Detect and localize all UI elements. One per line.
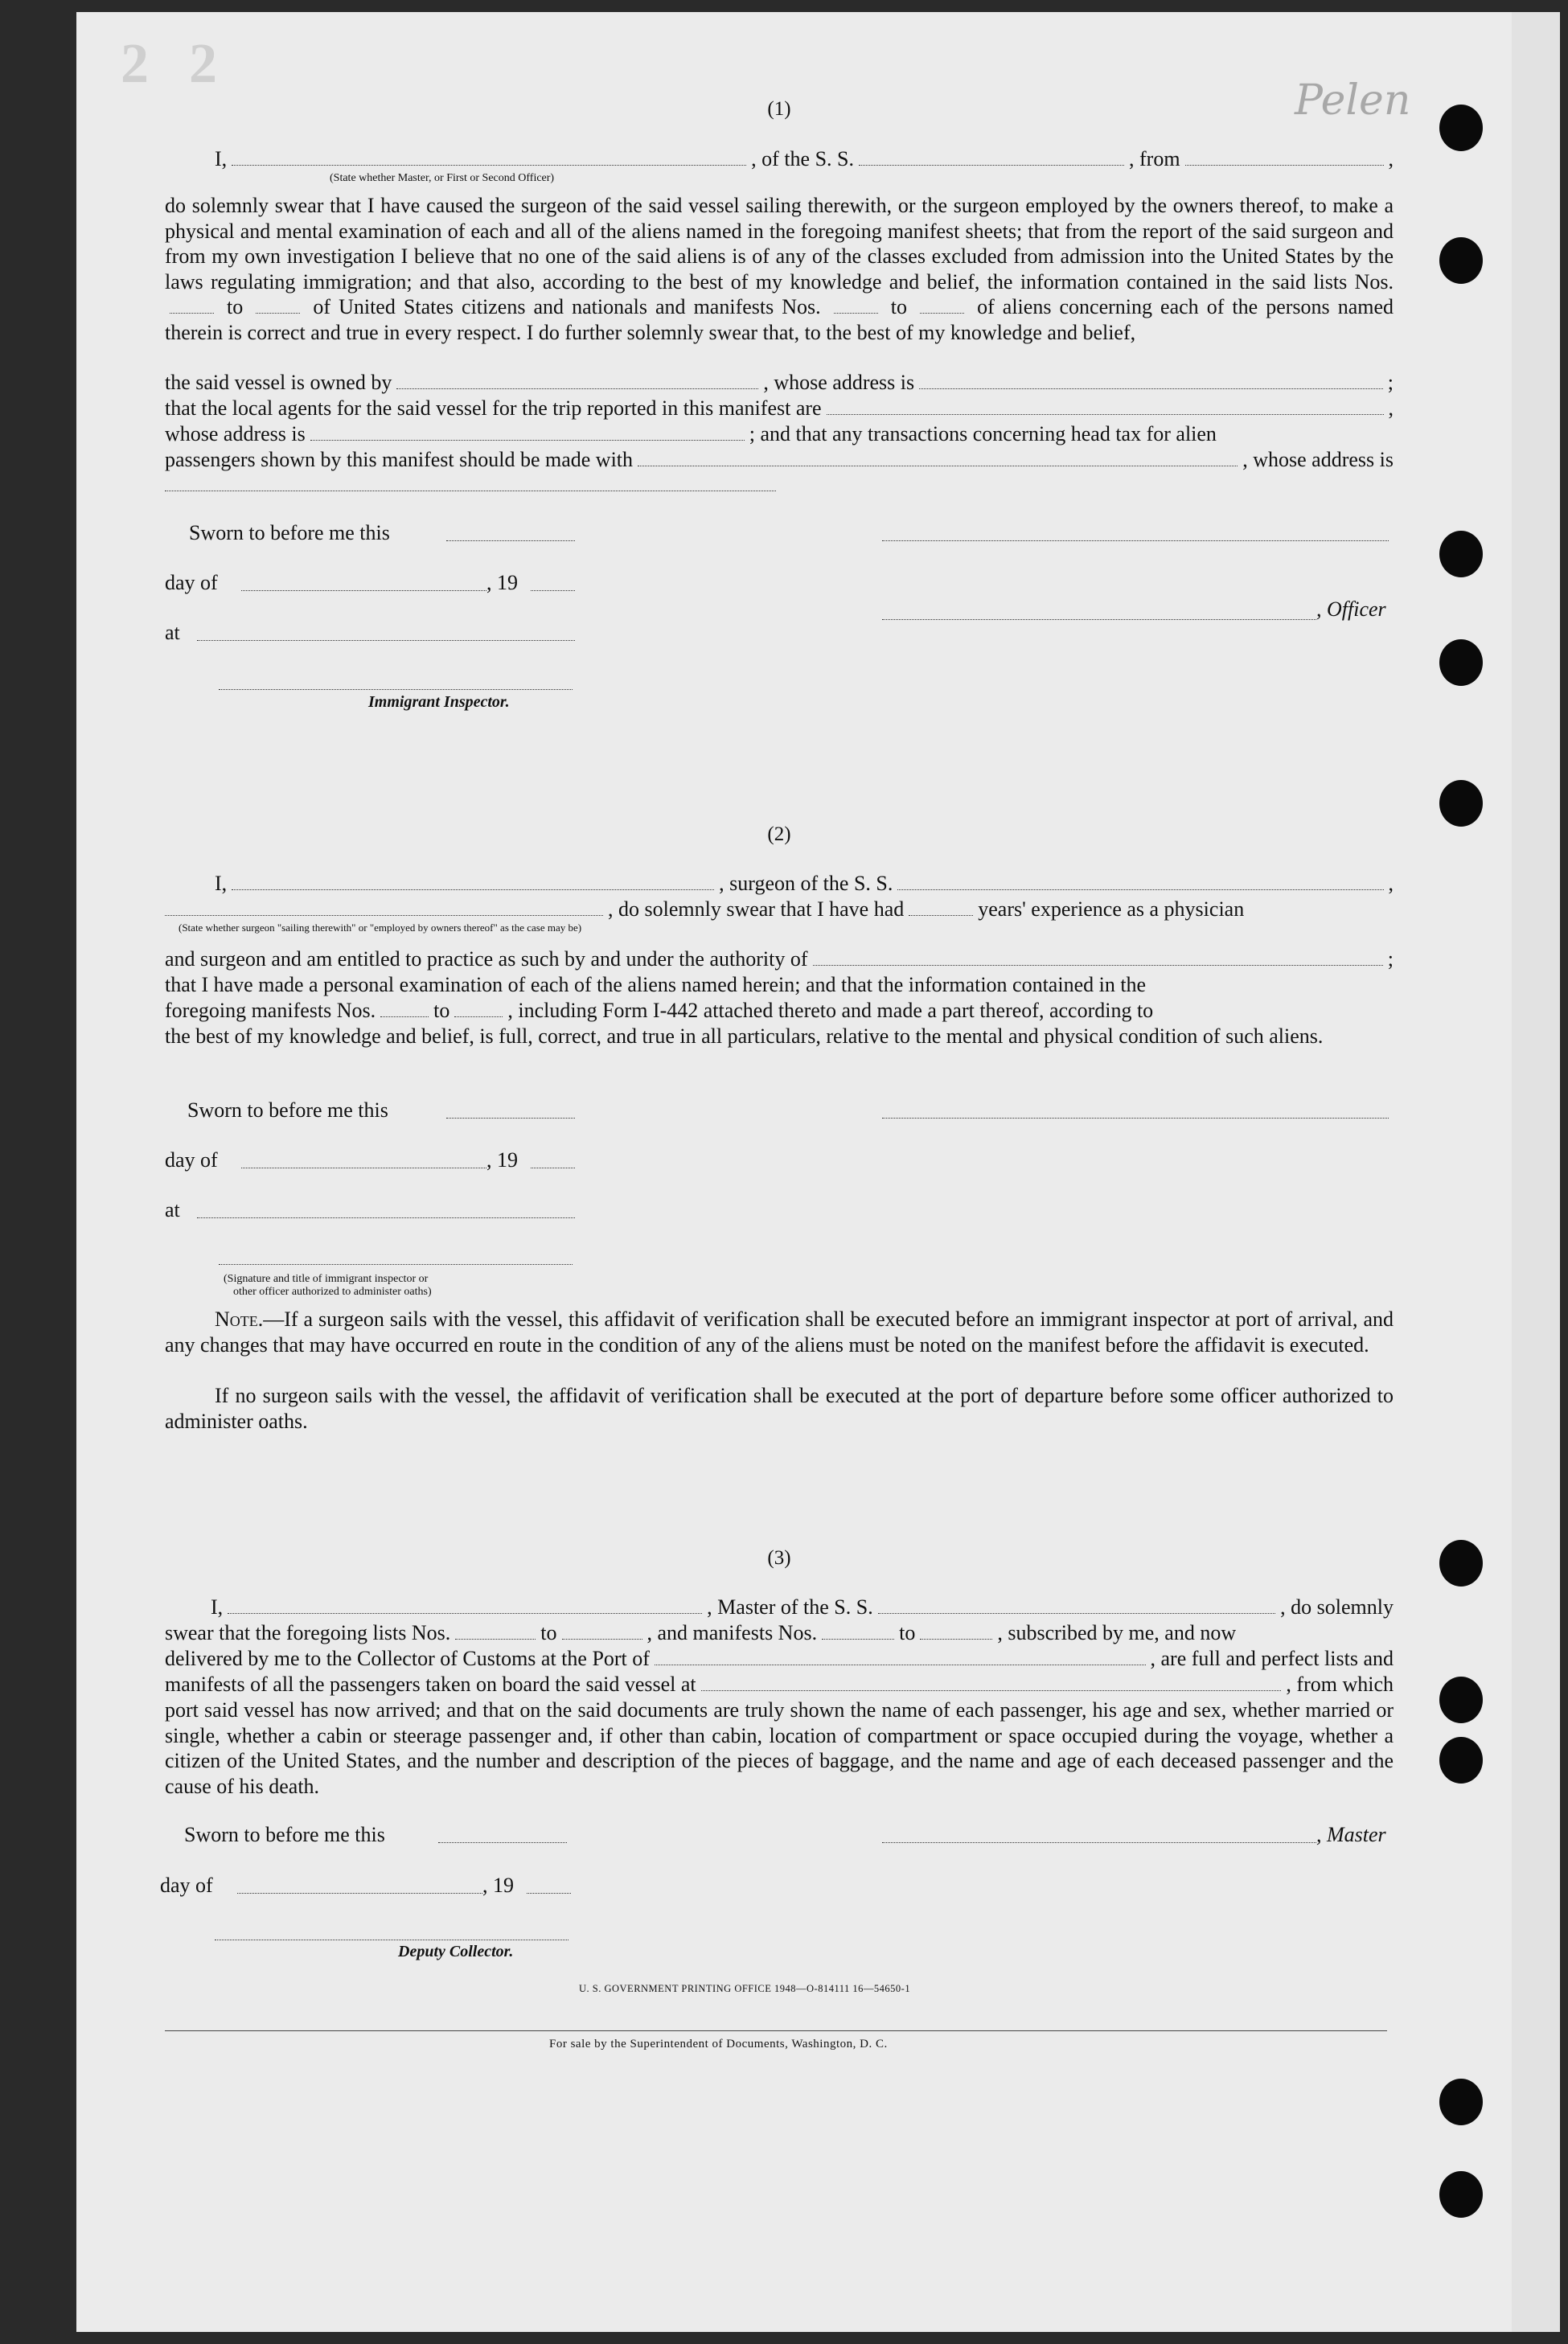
punch-hole	[1439, 639, 1483, 686]
surgeon-signature-line[interactable]	[882, 1118, 1389, 1119]
year-label-1: , 19	[486, 571, 518, 594]
corner-mark: 2	[189, 33, 217, 95]
month-field-3[interactable]	[237, 1893, 482, 1894]
port-of-embarkation-field[interactable]	[701, 1673, 1282, 1691]
lists-from-field[interactable]	[170, 297, 214, 314]
agents-address-field[interactable]	[310, 422, 745, 441]
from-port-field[interactable]	[1185, 147, 1384, 166]
lists-line: swear that the foregoing lists Nos. to , and manifests Nos. to , subscribed by me, and now	[165, 1621, 1237, 1644]
manifests-line: foregoing manifests Nos. to , including Form I-442 attached thereto and made a part thereof, according to	[165, 999, 1154, 1022]
sworn-label-1: Sworn to before me this	[189, 521, 390, 544]
examination-text: that I have made a personal examination of each of the aliens named herein; and that the information contained in the	[165, 973, 1147, 996]
officer-signature-line[interactable]	[882, 540, 1389, 541]
surgeon-name-field[interactable]	[232, 872, 714, 890]
master-vessel-field[interactable]	[878, 1595, 1275, 1614]
vessel-name-field[interactable]	[859, 147, 1124, 166]
master-lists-from-field[interactable]	[455, 1621, 536, 1640]
years-experience-field[interactable]	[909, 897, 973, 916]
collector-label: Deputy Collector.	[398, 1943, 514, 1960]
punch-hole	[1439, 105, 1483, 151]
punch-hole	[1439, 237, 1483, 284]
sworn-date-field-3[interactable]	[438, 1842, 567, 1843]
note-2-text: If no surgeon sails with the vessel, the affidavit of verification shall be executed at the port of departure before some officer authorized to administer oaths.	[165, 1384, 1394, 1433]
experience-line: , do solemnly swear that I have had years' experience as a physician	[165, 897, 1394, 922]
owned-by-line: the said vessel is owned by , whose address is ;	[165, 371, 1394, 394]
signature-caption-2: other officer authorized to administer oaths)	[233, 1286, 432, 1298]
year-field-3[interactable]	[527, 1893, 571, 1894]
day-of-label-3: day of	[160, 1874, 213, 1897]
condition-text: the best of my knowledge and belief, is full, correct, and true in all particulars, relative to the mental and physical condition of such aliens.	[165, 1024, 1324, 1048]
master-name-field[interactable]	[228, 1595, 702, 1614]
officer-name-field[interactable]	[232, 147, 746, 166]
surgeon-caption: (State whether surgeon "sailing therewith" or "employed by owners thereof" as the case may be)	[179, 922, 582, 934]
punch-hole	[1439, 2079, 1483, 2125]
sworn-date-field-1[interactable]	[446, 540, 575, 541]
punch-hole	[1439, 1677, 1483, 1723]
punch-hole	[1439, 2171, 1483, 2218]
at-label-2: at	[165, 1198, 180, 1221]
sworn-date-field-2[interactable]	[446, 1118, 575, 1119]
sworn-label-2: Sworn to before me this	[187, 1098, 388, 1122]
delivered-line: delivered by me to the Collector of Customs at the Port of , are full and perfect lists and	[165, 1647, 1394, 1670]
inspector-signature-line[interactable]	[219, 689, 573, 690]
agents-line: that the local agents for the said vessel for the trip reported in this manifest are ,	[165, 396, 1394, 420]
surgeon-manifest-from-field[interactable]	[380, 999, 429, 1017]
surgeon-status-field[interactable]	[165, 897, 603, 916]
year-field-1[interactable]	[531, 590, 575, 591]
note-text: Note.—If a surgeon sails with the vessel, this affidavit of verification shall be executed before an immigrant inspector at port of arrival, and any changes that may have occurred en route in the condition of any of the aliens must be noted on the manifest before the affidavit is executed.	[165, 1307, 1394, 1357]
footer-rule	[165, 2030, 1387, 2031]
at-label-1: at	[165, 621, 180, 644]
section-1-body: do solemnly swear that I have caused the surgeon of the said vessel sailing therewith, or the surgeon employed by the owners thereof, to make a physical and mental examination of each and all of the aliens named in the foregoing manifest sheets; that from the report of the said surgeon and from my own investigation I believe that no one of the said aliens is of any of the classes excluded from admission into the United States by the laws regulating immigration; and that also, according to the best of my knowledge and belief, the information contained in the said lists Nos. to of United States citizens and nationals and manifests Nos. to of aliens concerning each of the persons named therein is correct and true in every respect. I do further solemnly swear that, to the best of my knowledge and belief,	[165, 194, 1394, 344]
punch-hole	[1439, 1540, 1483, 1587]
port-of-delivery-field[interactable]	[655, 1647, 1146, 1665]
master-line: I, , Master of the S. S. , do solemnly	[211, 1595, 1394, 1619]
section-2-number: (2)	[767, 823, 791, 845]
master-manifests-to-field[interactable]	[920, 1621, 992, 1640]
year-label-2: , 19	[486, 1148, 518, 1172]
punch-hole	[1439, 1737, 1483, 1784]
agents-address-line: whose address is ; and that any transactions concerning head tax for alien	[165, 422, 1217, 445]
inspector-label: Immigrant Inspector.	[368, 693, 510, 711]
at-place-field-1[interactable]	[197, 640, 575, 641]
taken-on-board-line: manifests of all the passengers taken on board the said vessel at , from which	[165, 1673, 1394, 1696]
punch-hole	[1439, 531, 1483, 577]
year-label-3: , 19	[482, 1874, 514, 1897]
surgeon-vessel-field[interactable]	[897, 872, 1383, 890]
authority-line: and surgeon and am entitled to practice as such by and under the authority of ;	[165, 947, 1394, 971]
sworn-label-3: Sworn to before me this	[184, 1823, 385, 1846]
printing-office-line: U. S. GOVERNMENT PRINTING OFFICE 1948—O-814111 16—54650-1	[579, 1983, 911, 1994]
section-1-number: (1)	[767, 98, 791, 120]
surgeon-manifest-to-field[interactable]	[454, 999, 503, 1017]
surgeon-line: I, , surgeon of the S. S. ,	[215, 872, 1394, 895]
manifests-to-field[interactable]	[920, 297, 964, 314]
owner-address-field[interactable]	[919, 371, 1383, 389]
officer-label: , Officer	[1316, 597, 1386, 621]
officer-caption: (State whether Master, or First or Second Officer)	[330, 172, 555, 184]
owner-field[interactable]	[396, 371, 758, 389]
master-manifests-from-field[interactable]	[822, 1621, 894, 1640]
handwritten-note: Pelen	[1295, 76, 1411, 125]
manifests-from-field[interactable]	[834, 297, 878, 314]
head-tax-contact-field[interactable]	[638, 448, 1238, 466]
master-label: , Master	[1316, 1823, 1386, 1846]
agents-field[interactable]	[827, 396, 1384, 415]
corner-mark: 2	[121, 33, 149, 95]
section-1-intro-line: I, , of the S. S. , from ,	[215, 147, 1394, 170]
arrival-text: port said vessel has now arrived; and that on the said documents are truly shown the name of each passenger, his age and sex, whether married or single, whether a cabin or steerage passenger and, if other than cabin, location of compartment or space occupied during the voyage, whether a citizen of the United States, and the number and description of the pieces of baggage, and the name and age of each deceased passenger and the cause of his death.	[165, 1698, 1394, 1798]
month-field-1[interactable]	[241, 590, 486, 591]
authority-field[interactable]	[813, 947, 1383, 966]
page-edge	[1512, 12, 1560, 2332]
section-3-number: (3)	[767, 1547, 791, 1569]
master-lists-to-field[interactable]	[562, 1621, 642, 1640]
at-place-field-2[interactable]	[197, 1217, 575, 1218]
sale-line: For sale by the Superintendent of Documents, Washington, D. C.	[549, 2038, 888, 2050]
head-tax-line: passengers shown by this manifest should be made with , whose address is	[165, 448, 1394, 471]
signature-caption-1: (Signature and title of immigrant inspector or	[224, 1273, 429, 1285]
lists-to-field[interactable]	[256, 297, 300, 314]
master-signature-line[interactable]	[882, 1842, 1316, 1843]
officer-title-line[interactable]	[882, 619, 1316, 620]
punch-hole	[1439, 780, 1483, 827]
day-of-label-1: day of	[165, 571, 218, 594]
day-of-label-2: day of	[165, 1148, 218, 1172]
inspector-signature-line-2[interactable]	[219, 1264, 573, 1265]
